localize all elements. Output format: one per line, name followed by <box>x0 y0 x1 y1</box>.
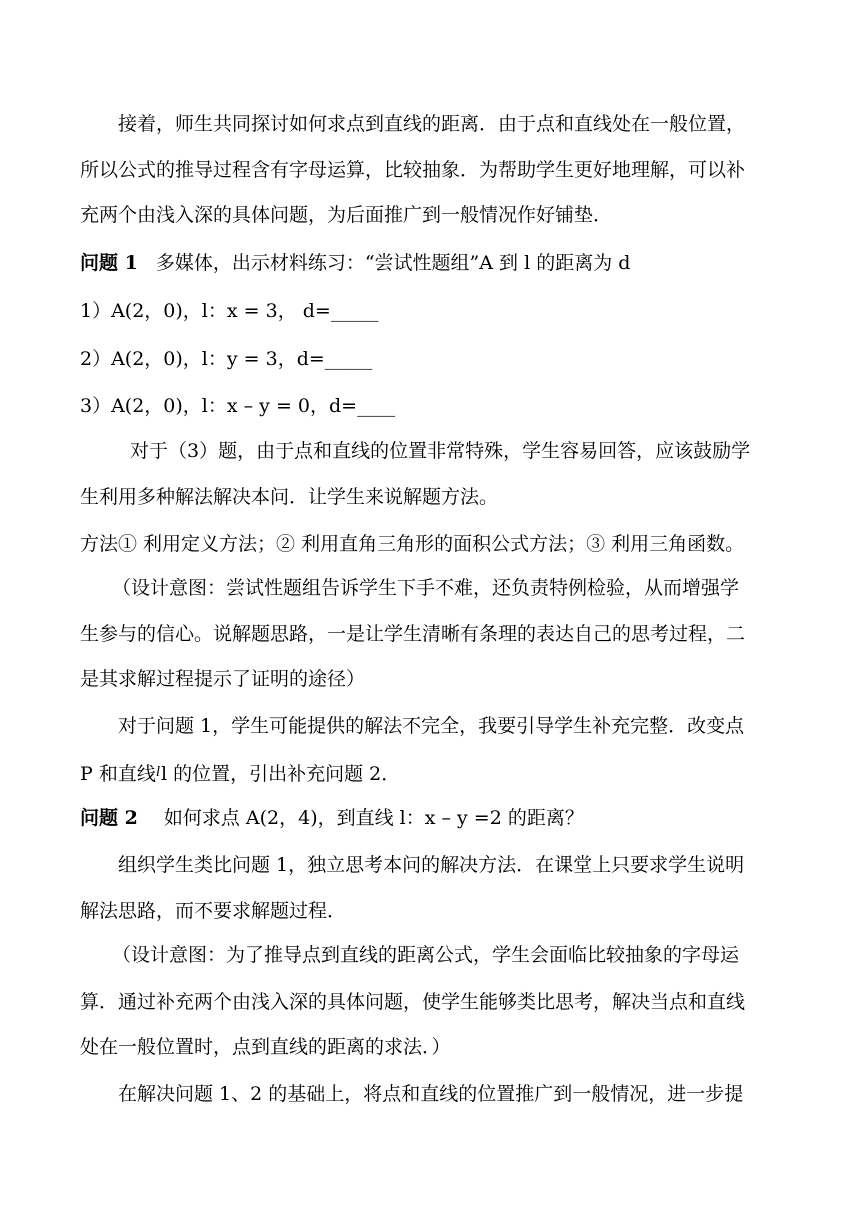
paragraph-analogy-line-1: 组织学生类比问题 1，独立思考本问的解决方法．在课堂上只要求学生说明 <box>118 854 745 876</box>
paragraph-q3-line-1: 对于（3）题，由于点和直线的位置非常特殊，学生容易回答，应该鼓励学 <box>130 440 751 462</box>
italic-l-symbol: l <box>155 764 160 780</box>
design-intent-2-line-3: 处在一般位置时，点到直线的距离的求法．） <box>80 1036 451 1058</box>
exercise-item-2: 2）A(2，0)，l：y = 3，d=_____ <box>80 348 373 370</box>
paragraph-q1-followup-line-1: 对于问题 1，学生可能提供的解法不完全，我要引导学生补充完整．改变点 <box>118 715 745 737</box>
paragraph-intro-line-1: 接着，师生共同探讨如何求点到直线的距离．由于点和直线处在一般位置， <box>118 113 746 135</box>
design-intent-1-line-3: 是其求解过程提示了证明的途径） <box>80 668 366 690</box>
question-1 <box>80 250 860 276</box>
question-2 <box>80 805 860 831</box>
design-intent-2-line-2: 算．通过补充两个由浅入深的具体问题，使学生能够类比思考，解决当点和直线 <box>80 991 746 1013</box>
exercise-item-3: 3）A(2，0)，l：x – y = 0，d=____ <box>80 395 396 417</box>
design-intent-2-line-1: （设计意图：为了推导点到直线的距离公式，学生会面临比较抽象的字母运 <box>112 944 740 966</box>
question-1-label: 问题 1 <box>80 252 138 274</box>
paragraph-intro-line-2: 所以公式的推导过程含有字母运算，比较抽象．为帮助学生更好地理解，可以补 <box>80 159 746 181</box>
design-intent-1-line-2: 生参与的信心。说解题思路，一是让学生清晰有条理的表达自己的思考过程，二 <box>80 623 746 645</box>
followup-text-a: P 和直线 <box>80 763 156 785</box>
paragraph-generalize-line-1: 在解决问题 1、2 的基础上，将点和直线的位置推广到一般情况，进一步提 <box>118 1083 744 1105</box>
paragraph-q3-line-2: 生利用多种解法解决本问．让学生来说解题方法。 <box>80 486 499 508</box>
paragraph-analogy-line-2: 解法思路，而不要求解题过程． <box>80 900 347 922</box>
question-1-text: 多媒体，出示材料练习：“尝试性题组”A 到 l 的距离为 d <box>155 252 631 274</box>
exercise-item-1: 1）A(2，0)，l：x = 3， d=_____ <box>80 300 379 322</box>
paragraph-q1-followup-line-2 <box>80 759 860 787</box>
paragraph-intro-line-3: 充两个由浅入深的具体问题，为后面推广到一般情况作好铺垫． <box>80 204 613 226</box>
question-2-text: 如何求点 A(2，4)，到直线 l：x – y =2 的距离？ <box>163 807 584 829</box>
question-2-label: 问题 2 <box>80 807 138 829</box>
followup-text-b: l 的位置，引出补充问题 2． <box>161 763 401 785</box>
methods-line: 方法① 利用定义方法；② 利用直角三角形的面积公式方法；③ 利用三角函数。 <box>80 533 745 555</box>
design-intent-1-line-1: （设计意图：尝试性题组告诉学生下手不难，还负责特例检验，从而增强学 <box>112 577 740 599</box>
